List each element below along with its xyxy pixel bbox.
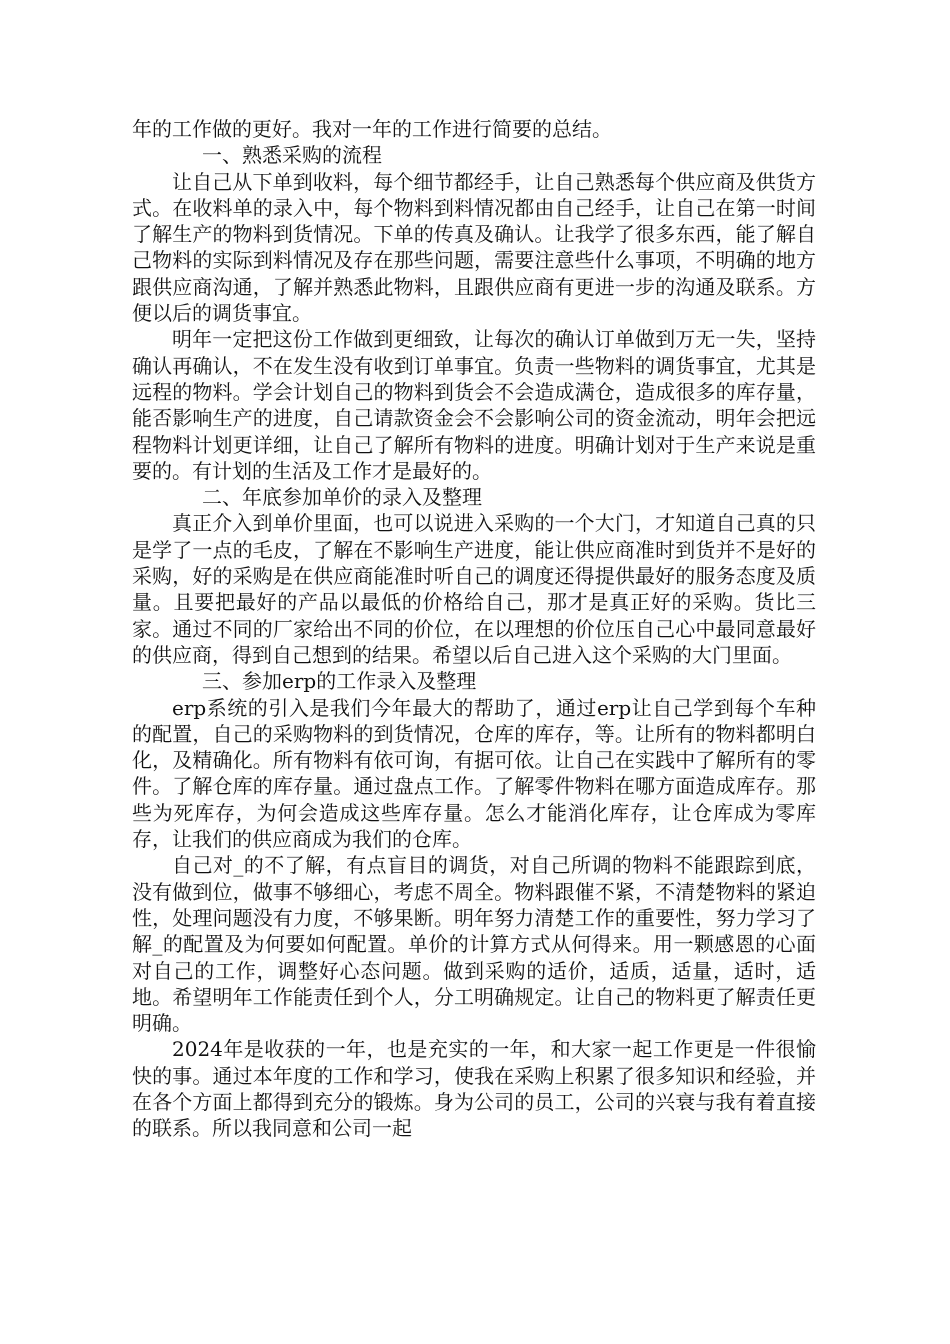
paragraph-body: 自己对_的不了解，有点盲目的调货，对自己所调的物料不能跟踪到底，没有做到位，做事不够细心，考虑不周全。物料跟催不紧，不清楚物料的紧迫性，处理问题没有力度，不够果断。明年努力清楚工作的重要性，努力学习了解_的配置及为何要如何配置。单价的计算方式从何得来。用一颗感恩的心面对自己的工作，调整好心态问题。做到采购的适价，适质，适量，适时，适地。希望明年工作能责任到个人，分工明确规定。让自己的物料更了解责任更明确。 — [132, 853, 816, 1036]
document-body — [132, 116, 816, 1142]
section-heading-3: 三、参加erp的工作录入及整理 — [202, 669, 477, 694]
paragraph-continuation: 年的工作做的更好。我对一年的工作进行简要的总结。 — [132, 117, 612, 141]
paragraph-body: 2024年是收获的一年，也是充实的一年，和大家一起工作更是一件很愉快的事。通过本年度的工作和学习，使我在采购上积累了很多知识和经验，并在各个方面上都得到充分的锻炼。身为公司的员工，公司的兴衰与我有着直接的联系。所以我同意和公司一起 — [132, 1037, 816, 1141]
paragraph-body: 让自己从下单到收料，每个细节都经手，让自己熟悉每个供应商及供货方式。在收料单的录入中，每个物料到料情况都由自己经手，让自己在第一时间了解生产的物料到货情况。下单的传真及确认。让我学了很多东西，能了解自己物料的实际到料情况及存在那些问题，需要注意些什么事项，不明确的地方跟供应商沟通，了解并熟悉此物料，且跟供应商有更进一步的沟通及联系。方便以后的调货事宜。 — [132, 169, 816, 326]
paragraph-body: 真正介入到单价里面，也可以说进入采购的一个大门，才知道自己真的只是学了一点的毛皮，了解在不影响生产进度，能让供应商准时到货并不是好的采购，好的采购是在供应商能准时听自己的调度还得提供最好的服务态度及质量。且要把最好的产品以最低的价格给自己，那才是真正好的采购。货比三家。通过不同的厂家给出不同的价位，在以理想的价位压自己心中最同意最好的供应商，得到自己想到的结果。希望以后自己进入这个采购的大门里面。 — [132, 511, 816, 667]
paragraph-body: erp系统的引入是我们今年最大的帮助了，通过erp让自己学到每个车种的配置，自己的采购物料的到货情况，仓库的库存，等。让所有的物料都明白化，及精确化。所有物料有依可询，有据可依。让自己在实践中了解所有的零件。了解仓库的库存量。通过盘点工作。了解零件物料在哪方面造成库存。那些为死库存，为何会造成这些库存量。怎么才能消化库存，让仓库成为零库存，让我们的供应商成为我们的仓库。 — [132, 695, 816, 852]
section-heading-2: 二、年底参加单价的录入及整理 — [202, 485, 482, 510]
section-heading-1: 一、熟悉采购的流程 — [202, 143, 382, 168]
paragraph-body: 明年一定把这份工作做到更细致，让每次的确认订单做到万无一失，坚持确认再确认，不在发生没有收到订单事宜。负责一些物料的调货事宜，尤其是远程的物料。学会计划自己的物料到货会不会造成满仓，造成很多的库存量，能否影响生产的进度，自己请款资金会不会影响公司的资金流动，明年会把远程物料计划更详细，让自己了解所有物料的进度。明确计划对于生产来说是重要的。有计划的生活及工作才是最好的。 — [132, 327, 816, 483]
